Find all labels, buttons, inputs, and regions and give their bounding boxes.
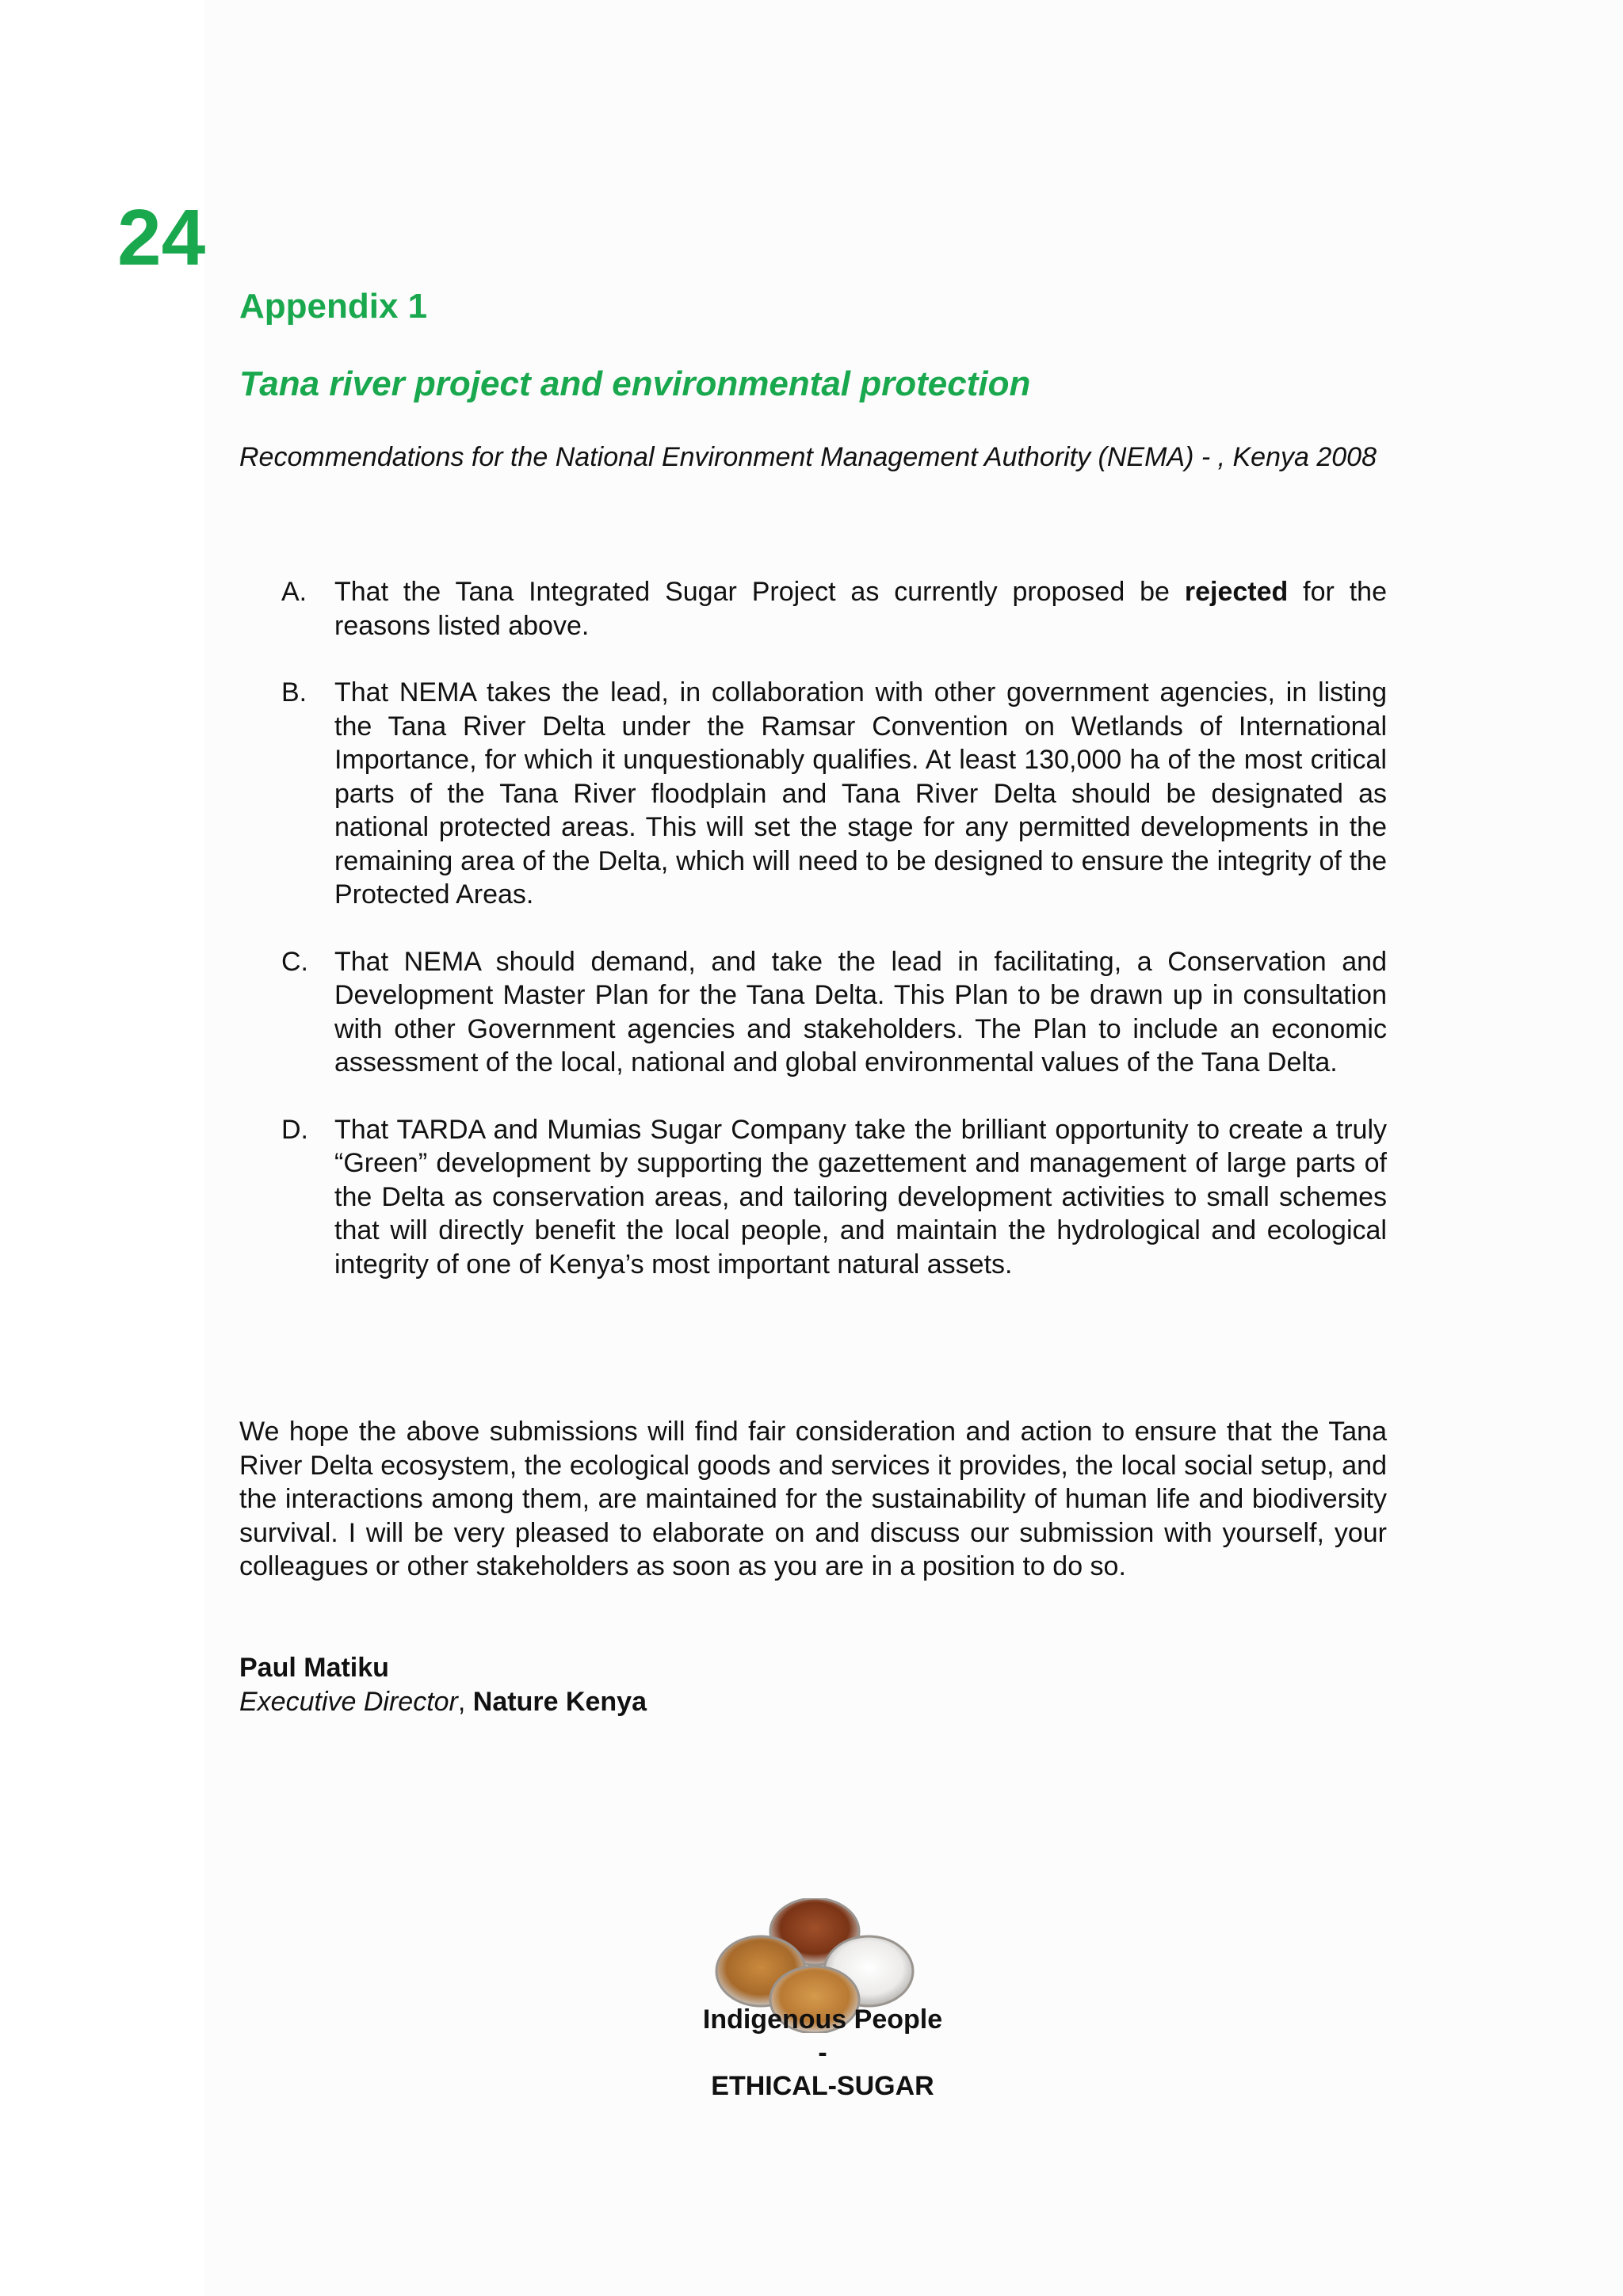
section-subtitle: Tana river project and environmental protection xyxy=(239,364,1031,403)
item-letter: D. xyxy=(281,1114,308,1145)
item-text: for the reasons listed above. xyxy=(334,577,1387,641)
item-letter: A. xyxy=(281,577,307,607)
item-text: That the Tana Integrated Sugar Project as currently proposed be xyxy=(334,577,1185,607)
signer-name: Paul Matiku xyxy=(239,1653,389,1683)
closing-paragraph: We hope the above submissions will find fair consideration and action to ensure that the Tana River Delta ecosystem, the ecological goods and services it provides, the local social setup, and the interactions among them, are maintained for the sustainability of human life and biodiversity survival. I will be very pleased to elaborate on and discuss our submission with yourself, your colleagues or other stakeholders as soon as you are in a position to do so. xyxy=(239,1417,1387,1581)
item-text: That NEMA should demand, and take the lead in facilitating, a Conservation and Development Master Plan for the Tana Delta. This Plan to be drawn up in consultation with other Government agencies and stakeholders. The Plan to include an economic assessment of the local, national and global environmental values of the Tana Delta. xyxy=(334,946,1387,1077)
logo-line-1: Indigenous People xyxy=(702,2004,943,2035)
item-letter: B. xyxy=(281,677,307,707)
recommendation-item xyxy=(281,676,1387,912)
logo-line-3: ETHICAL-SUGAR xyxy=(711,2071,934,2101)
recommendation-item xyxy=(281,945,1387,1080)
page-number: 24 xyxy=(117,193,206,282)
item-text: That TARDA and Mumias Sugar Company take the brilliant opportunity to create a truly “Green” development by supporting the gazettement and management of large parts of the Delta as conservation areas, and tailoring development activities to small schemes that will directly benefit the local people, and maintain the hydrological and ecological integrity of one of Kenya’s most important natural assets. xyxy=(334,1114,1387,1280)
appendix-heading: Appendix 1 xyxy=(239,287,428,326)
signature-block xyxy=(239,1651,1387,1718)
recommendations-list xyxy=(281,575,1387,1314)
signer-separator: , xyxy=(457,1686,473,1717)
logo-line-2: - xyxy=(818,2038,827,2068)
item-letter: C. xyxy=(281,946,308,977)
signer-role xyxy=(239,1685,1387,1719)
recommendations-intro: Recommendations for the National Environment Management Authority (NEMA) - , Kenya 2008 xyxy=(239,442,1377,472)
recommendation-item xyxy=(281,575,1387,643)
item-emphasis: rejected xyxy=(1184,577,1289,607)
recommendation-item xyxy=(281,1113,1387,1282)
logo-caption xyxy=(664,2003,981,2103)
signer-organization: Nature Kenya xyxy=(472,1686,647,1717)
signer-title: Executive Director xyxy=(239,1686,458,1717)
item-text: That NEMA takes the lead, in collaboration with other government agencies, in listing the Tana River Delta under the Ramsar Convention on Wetlands of International Importance, for which it unquestionably qualifies. At least 130,000 ha of the most critical parts of the Tana River floodplain and Tana River Delta should be designated as national protected areas. This will set the stage for any permitted developments in the remaining area of the Delta, which will need to be designed to ensure the integrity of the Protected Areas. xyxy=(334,677,1387,910)
